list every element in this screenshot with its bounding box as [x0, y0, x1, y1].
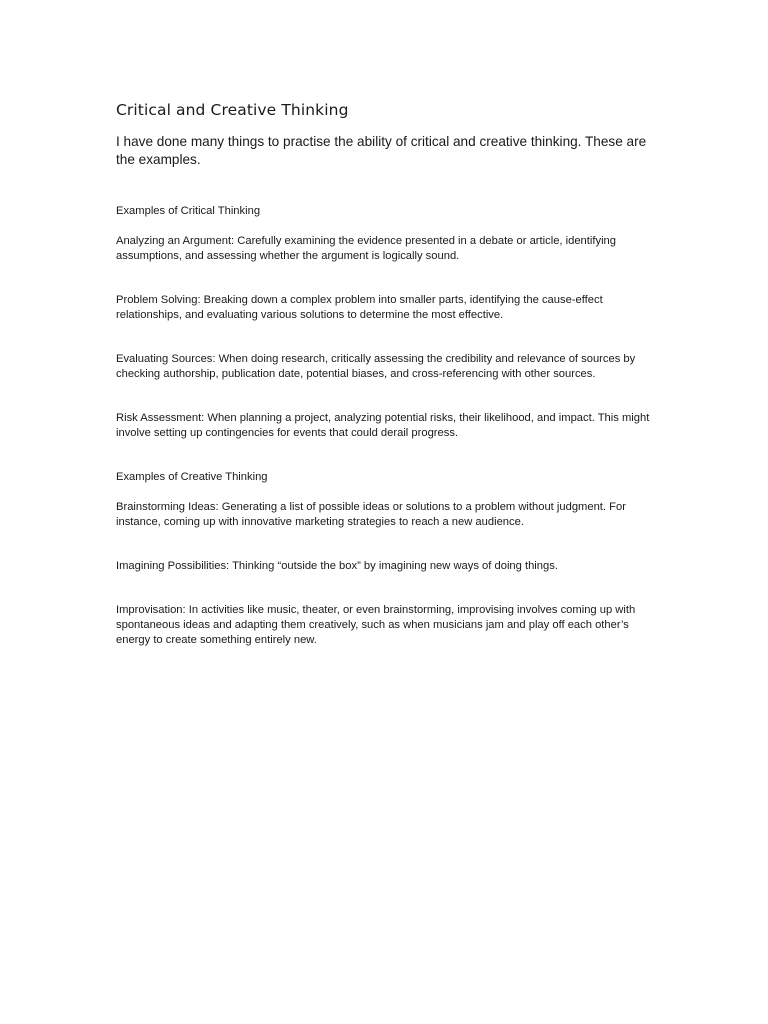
critical-example-analyzing-argument: Analyzing an Argument: Carefully examining the evidence presented in a debate or article, identifying assumptions, and assessing whether the argument is logically sound. [116, 235, 617, 262]
creative-example-improvisation: Improvisation: In activities like music, theater, or even brainstorming, improvising involves coming up with spontaneous ideas and adapting them creatively, such as when musicians jam and play off each other’s energy to create something entirely new. [116, 604, 636, 646]
creative-example-imagining-possibilities: Imagining Possibilities: Thinking “outside the box” by imagining new ways of doing things. [116, 560, 558, 572]
critical-example-problem-solving: Problem Solving: Breaking down a complex problem into smaller parts, identifying the cause-effect relationships, and evaluating various solutions to determine the most effective. [116, 294, 603, 321]
critical-example-evaluating-sources: Evaluating Sources: When doing research, critically assessing the credibility and relevance of sources by checking authorship, publication date, potential biases, and cross-referencing with other sources. [116, 353, 636, 380]
critical-thinking-heading: Examples of Critical Thinking [116, 205, 261, 217]
intro-paragraph: I have done many things to practise the ability of critical and creative thinking. These are the examples. [116, 134, 647, 167]
creative-example-brainstorming: Brainstorming Ideas: Generating a list of possible ideas or solutions to a problem without judgment. For instance, coming up with innovative marketing strategies to reach a new audience. [116, 501, 626, 528]
document-title: Critical and Creative Thinking [116, 101, 349, 119]
document-body [116, 99, 656, 648]
critical-example-risk-assessment: Risk Assessment: When planning a project, analyzing potential risks, their likelihood, and impact. This might involve setting up contingencies for events that could derail progress. [116, 412, 650, 439]
creative-thinking-heading: Examples of Creative Thinking [116, 471, 268, 483]
